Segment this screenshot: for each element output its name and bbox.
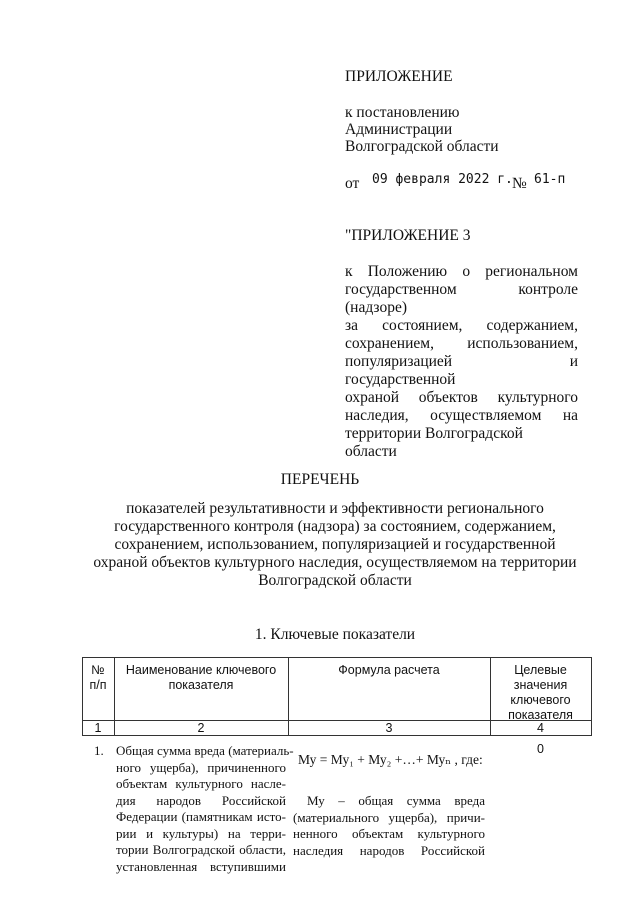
appendix3-line: популяризацией и государственной: [345, 353, 578, 388]
header-name-line: показателя: [168, 678, 234, 692]
appendix3-line: наследия, осуществляемом на: [345, 407, 578, 424]
header-name: [114, 663, 288, 693]
row1-name-line: объектам культурного насле-: [116, 776, 286, 791]
header-target-line: показателя: [508, 708, 573, 722]
date-value: 09 февраля 2022 г.: [372, 172, 513, 187]
appendix3-title: "ПРИЛОЖЕНИЕ 3: [345, 227, 471, 244]
row1-formula-desc-line: Му – общая сумма вреда: [307, 793, 485, 808]
date-prefix: от: [345, 175, 360, 192]
colnum-1: 1: [94, 721, 102, 735]
row1-name-line: тории Волгоградской области,: [116, 842, 286, 857]
appendix3-line: за состоянием, содержанием,: [345, 317, 578, 334]
row1-name-line: рии и культуры) на терри-: [116, 825, 286, 841]
subtitle-line: государственного контроля (надзора) за состоянием, содержанием,: [114, 518, 556, 535]
header-formula: [288, 663, 490, 678]
row1-name-line: установленная вступившими: [116, 858, 286, 874]
row1-target: 0: [537, 742, 544, 756]
appendix3-line: охраной объектов культурного: [345, 389, 578, 406]
colnum-4: 4: [537, 721, 544, 735]
subtitle-line: охраной объектов культурного наследия, осуществляемом на территории: [93, 554, 577, 571]
appendix3-text: [345, 263, 578, 461]
appendix3-line: к Положению о региональном: [345, 263, 578, 280]
header-formula-line: Формула расчета: [338, 663, 440, 677]
appendix3-line: сохранением, использованием,: [345, 335, 578, 352]
row1-formula-desc-line: (материального ущерба), причи-: [293, 809, 485, 825]
colnum-3: 3: [385, 721, 393, 735]
row1-formula: Му = Му₁ + Му₂ +…+ Муₙ , где:: [298, 752, 483, 767]
row1-name-line: Общая сумма вреда (материаль-: [116, 743, 294, 758]
header-target-line: значения: [513, 678, 568, 692]
subtitle-line: показателей результативности и эффективности регионального: [126, 500, 544, 517]
row1-formula-desc: [293, 793, 485, 859]
header-num: [82, 663, 114, 693]
number-value: 61-п: [534, 172, 566, 187]
subtitle-line: сохранением, использованием, популяризацией и государственной: [114, 536, 556, 553]
row1-name-line: ного ущерба), причиненного: [116, 759, 286, 775]
document-title: ПЕРЕЧЕНЬ: [280, 471, 360, 488]
resolution-line-2: Администрации: [345, 121, 453, 138]
appendix3-line: государственном контроле (надзоре): [345, 281, 578, 316]
section-title: 1. Ключевые показатели: [254, 626, 416, 643]
table-vline: [591, 657, 592, 736]
subtitle-line: Волгоградской области: [258, 572, 412, 589]
number-prefix: №: [512, 175, 527, 192]
header-num-line: №: [91, 663, 105, 677]
appendix-title: ПРИЛОЖЕНИЕ: [345, 68, 453, 85]
row1-name-line: Федерации (памятникам исто-: [116, 809, 286, 824]
row1-name-line: дия народов Российской: [116, 792, 286, 808]
header-target-line: ключевого: [510, 693, 571, 707]
table-border-top: [82, 657, 592, 658]
header-num-line: п/п: [89, 678, 107, 692]
header-target-line: Целевые: [514, 663, 567, 677]
row1-num: 1.: [94, 743, 104, 758]
row1-name: [116, 743, 294, 875]
row1-formula-desc-line: ненного объектам культурного: [293, 826, 485, 841]
colnum-2: 2: [197, 721, 205, 735]
document-subtitle: [70, 500, 600, 590]
header-target: [490, 663, 591, 723]
header-name-line: Наименование ключевого: [125, 663, 277, 677]
resolution-line-1: к постановлению: [345, 104, 460, 121]
appendix3-line: территории Волгоградской области: [345, 425, 523, 460]
row1-formula-desc-line: наследия народов Российской: [293, 842, 485, 858]
resolution-line-3: Волгоградской области: [345, 138, 499, 155]
